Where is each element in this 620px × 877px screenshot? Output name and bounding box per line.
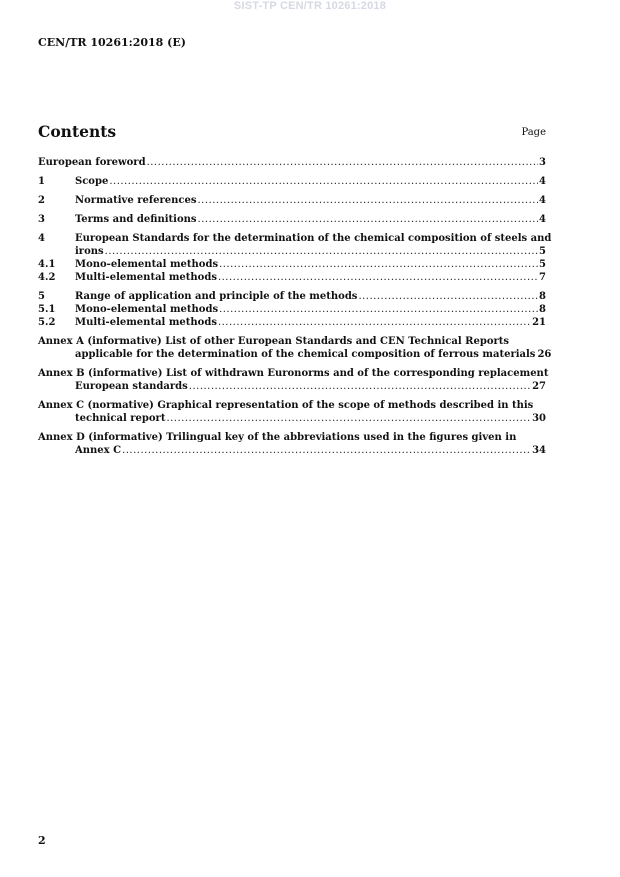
toc-entry-title: European foreword (38, 157, 146, 168)
toc-entry-title: irons (75, 246, 104, 257)
toc-entry-title: Range of application and principle of the methods (75, 291, 358, 302)
toc-entry-number: 3 (38, 214, 45, 225)
dot-leader (109, 175, 538, 188)
contents-heading: Contents (38, 122, 117, 141)
table-of-contents (38, 156, 552, 457)
dot-leader (198, 194, 539, 207)
toc-entry-title: Annex C (normative) Graphical representation of the scope of methods described in this (38, 400, 534, 411)
toc-entry-page: 27 (532, 381, 546, 392)
toc-entry-title: Mono-elemental methods (75, 259, 219, 270)
toc-entry-page: 4 (539, 176, 546, 187)
toc-entry-title: Annex C (75, 445, 122, 456)
toc-entry-number: 4 (38, 233, 45, 244)
toc-entry-page: 8 (539, 291, 546, 302)
toc-entry[interactable] (38, 194, 546, 207)
toc-entry-number: 4.2 (38, 272, 56, 283)
toc-entry-number: 1 (38, 176, 45, 187)
toc-entry-title: Mono-elemental methods (75, 304, 219, 315)
toc-entry[interactable] (38, 271, 546, 284)
dot-leader (358, 290, 538, 303)
toc-entry-title: European standards (75, 381, 188, 392)
dot-leader (189, 380, 531, 393)
toc-entry-number: 5.2 (38, 317, 56, 328)
toc-entry-title: Annex D (informative) Trilingual key of the abbreviations used in the figures given in (38, 432, 517, 443)
dot-leader (218, 316, 531, 329)
toc-entry[interactable] (38, 431, 546, 457)
toc-entry-page: 30 (532, 413, 546, 424)
toc-entry-title: Terms and definitions (75, 214, 197, 225)
toc-entry[interactable] (38, 175, 546, 188)
toc-entry-page: 4 (539, 214, 546, 225)
toc-entry[interactable] (38, 335, 552, 361)
toc-entry-page: 3 (539, 157, 546, 168)
toc-entry-page: 21 (532, 317, 546, 328)
toc-entry[interactable] (38, 232, 552, 258)
dot-leader (219, 303, 538, 316)
dot-leader (147, 156, 538, 169)
dot-leader (105, 245, 538, 258)
page-column-label: Page (521, 127, 546, 138)
toc-entry-number: 5.1 (38, 304, 56, 315)
toc-entry-page: 5 (539, 259, 546, 270)
toc-entry-title: technical report (75, 413, 166, 424)
toc-entry[interactable] (38, 316, 546, 329)
dot-leader (219, 258, 538, 271)
toc-entry-title: Annex B (informative) List of withdrawn Euronorms and of the corresponding replacement (38, 368, 549, 379)
toc-entry-number: 5 (38, 291, 45, 302)
dot-leader (166, 412, 531, 425)
toc-entry[interactable] (38, 367, 549, 393)
dot-leader (198, 213, 539, 226)
toc-entry-page: 26 (537, 349, 552, 360)
toc-entry-page: 4 (539, 195, 546, 206)
toc-entry-page: 7 (539, 272, 546, 283)
toc-entry[interactable] (38, 258, 546, 271)
toc-entry-title: European Standards for the determination of the chemical composition of steels and (75, 233, 552, 244)
dot-leader (218, 271, 538, 284)
toc-entry-number: 4.1 (38, 259, 56, 270)
toc-entry-page: 34 (532, 445, 546, 456)
watermark: SIST-TP CEN/TR 10261:2018 (233, 0, 387, 12)
page-number: 2 (38, 834, 46, 847)
toc-entry-title: Normative references (75, 195, 197, 206)
toc-entry-number: 2 (38, 195, 45, 206)
toc-entry[interactable] (38, 213, 546, 226)
document-id: CEN/TR 10261:2018 (E) (38, 36, 186, 49)
toc-entry[interactable] (38, 156, 546, 169)
dot-leader (122, 444, 531, 457)
toc-entry-title: Multi-elemental methods (75, 272, 217, 283)
toc-entry-title: Scope (75, 176, 109, 187)
toc-entry-title: Annex A (informative) List of other European Standards and CEN Technical Reports (38, 336, 510, 347)
toc-entry-title: applicable for the determination of the chemical composition of ferrous materials (75, 349, 536, 360)
toc-entry-title: Multi-elemental methods (75, 317, 217, 328)
toc-entry[interactable] (38, 290, 546, 303)
toc-entry-page: 8 (539, 304, 546, 315)
toc-entry[interactable] (38, 399, 546, 425)
toc-entry[interactable] (38, 303, 546, 316)
toc-entry-page: 5 (539, 246, 546, 257)
